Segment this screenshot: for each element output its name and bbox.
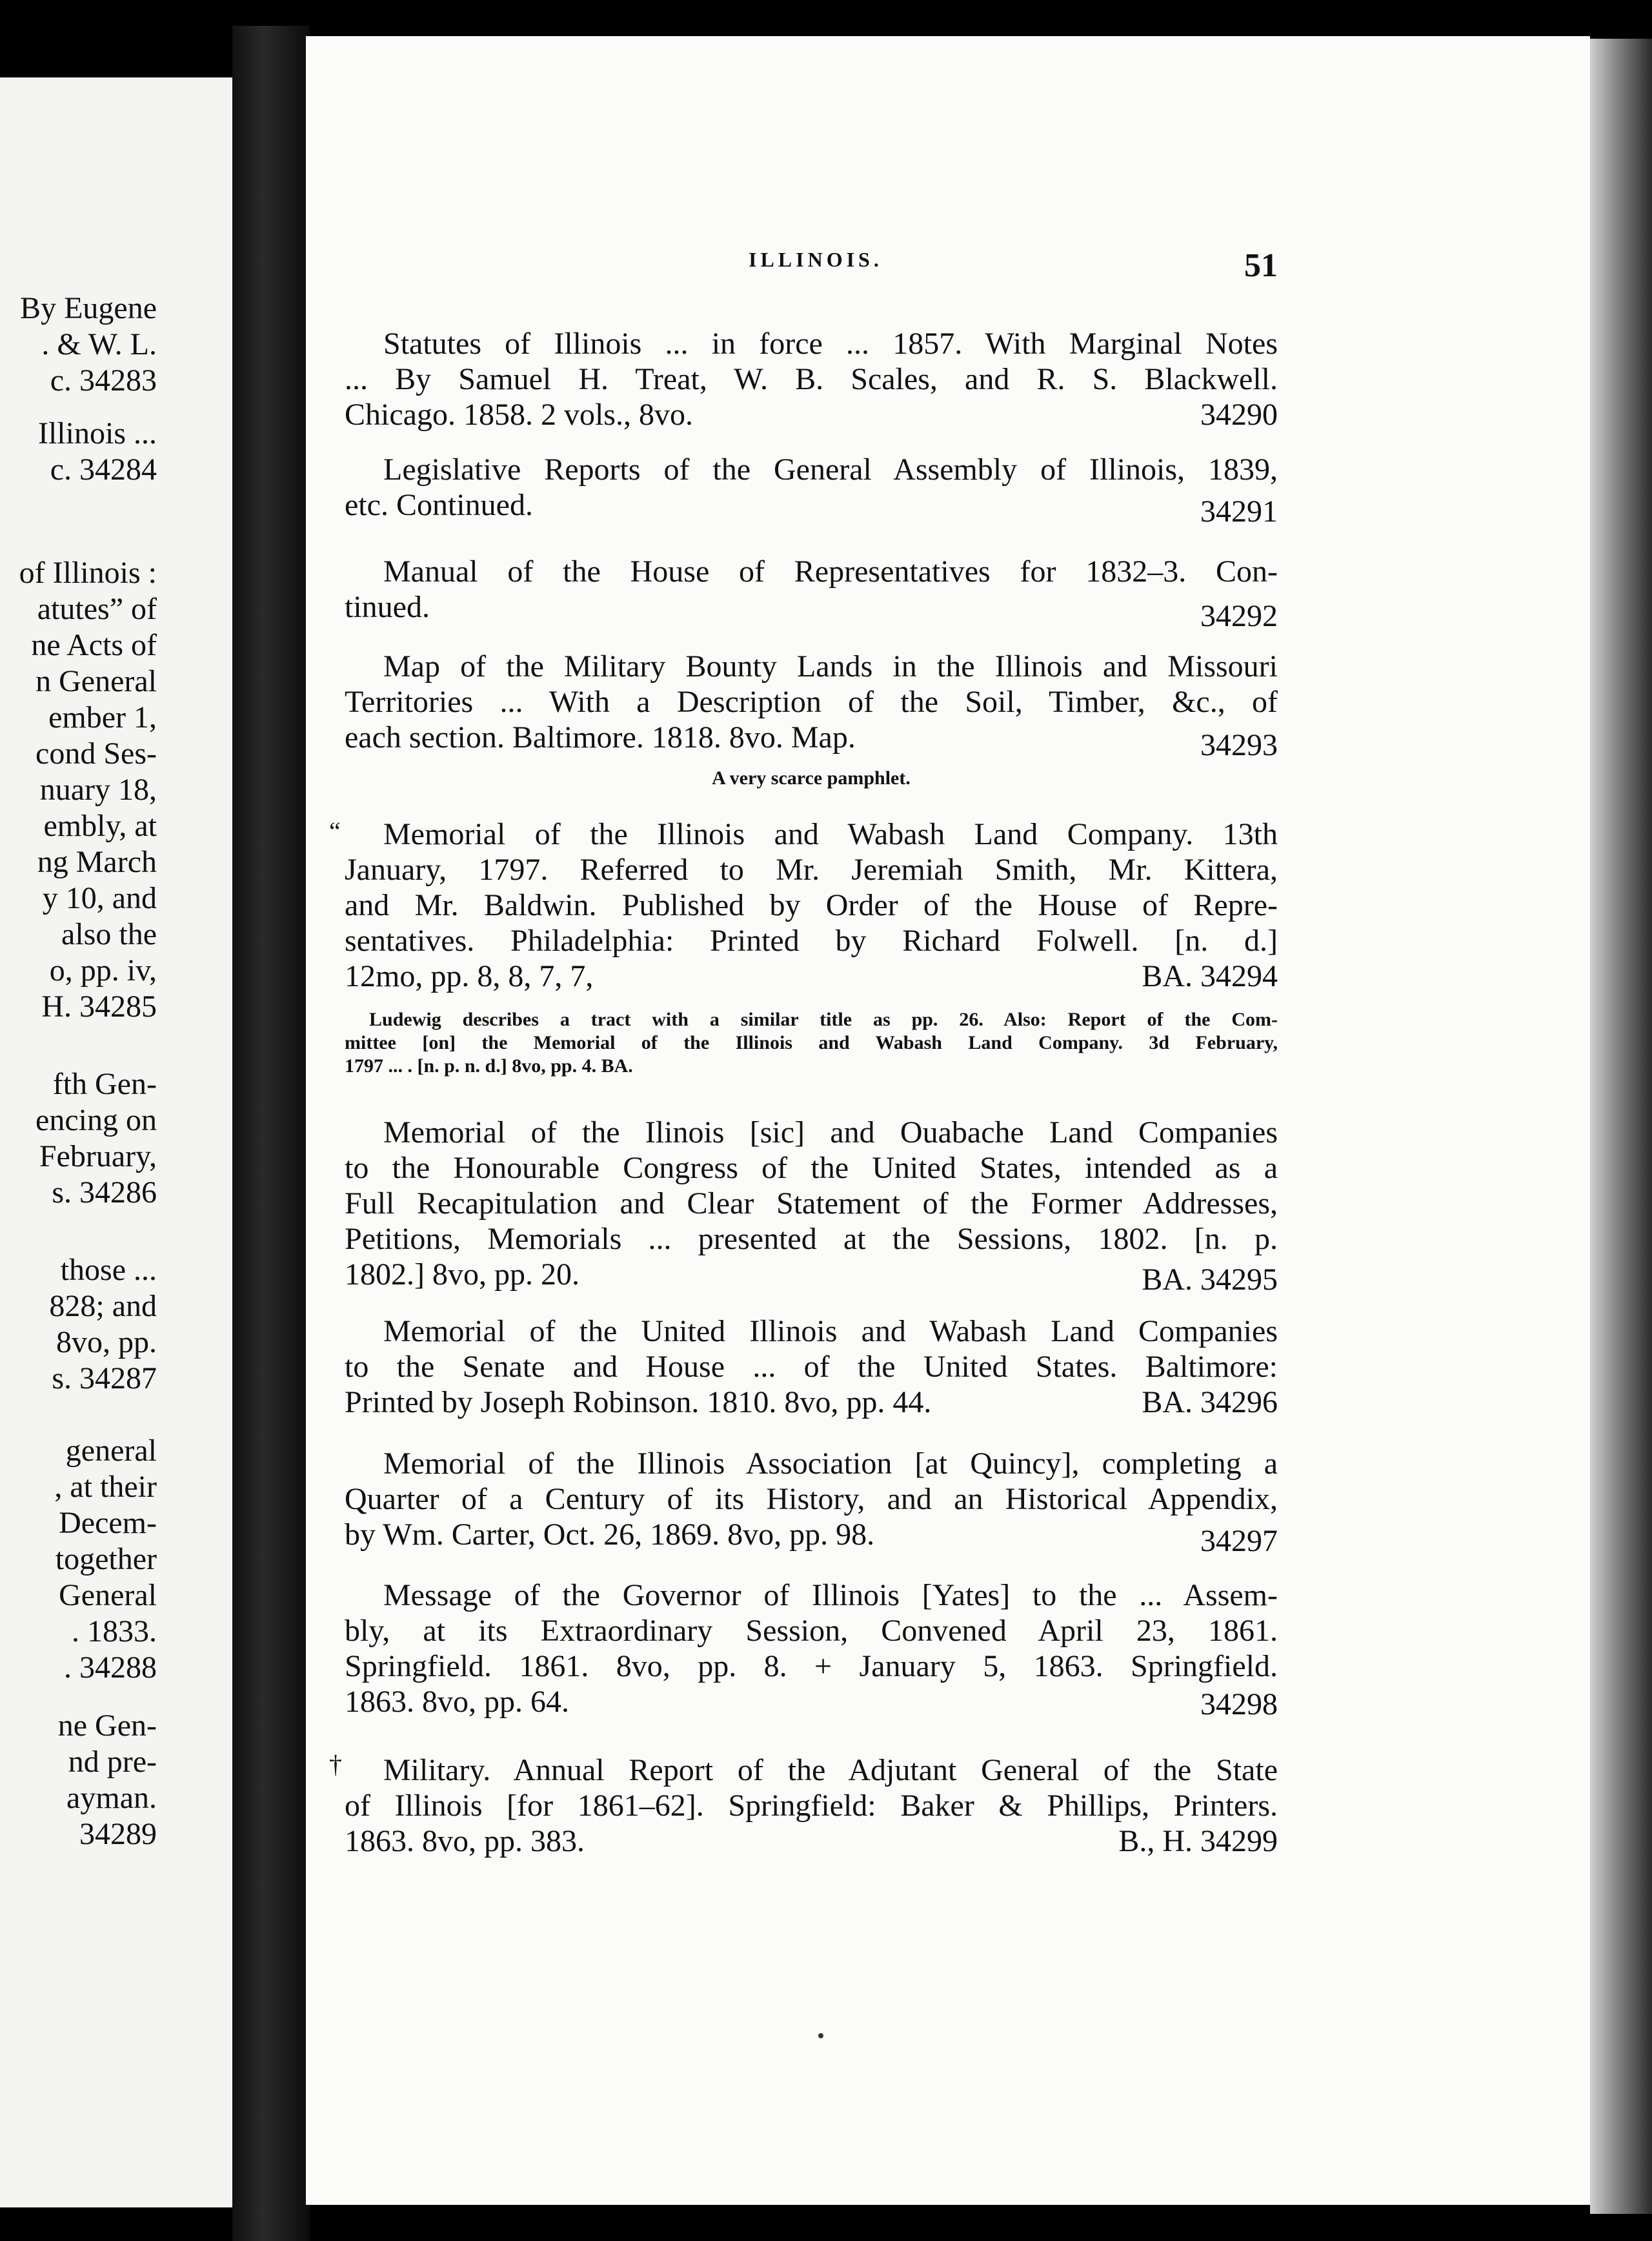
- left-line: 34289: [79, 1817, 157, 1851]
- left-line: of Illinois :: [19, 556, 157, 590]
- left-line: By Eugene: [20, 291, 157, 325]
- entry-line: Memorial of the United Illinois and Wabash Land Companies: [383, 1314, 1278, 1348]
- left-line: n General: [35, 664, 157, 698]
- left-line: cond Ses-: [35, 736, 157, 771]
- entry-line: 1863. 8vo, pp. 64. 34298: [345, 1685, 1278, 1721]
- entry-line: Chicago. 1858. 2 vols., 8vo. 34290: [345, 398, 1278, 432]
- entry-number: BA. 34294: [1142, 959, 1278, 993]
- entry-line: bly, at its Extraordinary Session, Convened April 23, 1861.: [345, 1614, 1278, 1648]
- entry-line: sentatives. Philadelphia: Printed by Richard Folwell. [n. d.]: [345, 924, 1278, 958]
- left-line: ember 1,: [48, 700, 157, 735]
- dagger-mark: “: [329, 816, 341, 846]
- entry-line: by Wm. Carter, Oct. 26, 1869. 8vo, pp. 98. 34297: [345, 1517, 1278, 1558]
- left-line: those ...: [60, 1253, 157, 1287]
- left-line: s. 34287: [52, 1361, 157, 1395]
- left-line: ayman.: [66, 1781, 157, 1815]
- entry-line: Military. Annual Report of the Adjutant General of the State: [383, 1753, 1278, 1787]
- catalog-entry-34298: [345, 1577, 1278, 1719]
- left-line: , at their: [54, 1470, 157, 1504]
- entry-line: of Illinois [for 1861–62]. Springfield: Baker & Phillips, Printers.: [345, 1789, 1278, 1823]
- entry-number: 34293: [1200, 728, 1278, 762]
- running-head: ILLINOIS.: [749, 248, 883, 271]
- catalog-entry-34294: [345, 816, 1278, 994]
- left-line: s. 34286: [52, 1175, 157, 1210]
- left-line: 828; and: [49, 1289, 157, 1323]
- entry-line: Map of the Military Bounty Lands in the Illinois and Missouri: [383, 649, 1278, 684]
- entry-line: Memorial of the Illinois Association [at Quincy], completing a: [383, 1446, 1278, 1481]
- entry-line: Territories ... With a Description of the Soil, Timber, &c., of: [345, 685, 1278, 719]
- entry-line: 12mo, pp. 8, 8, 7, 7, BA. 34294: [345, 959, 1278, 993]
- entry-number: 34297: [1200, 1524, 1278, 1558]
- entry-line: 1802.] 8vo, pp. 20. BA. 34295: [345, 1257, 1278, 1297]
- entry-line: Statutes of Illinois ... in force ... 1857. With Marginal Notes: [383, 327, 1278, 361]
- left-line: ne Acts of: [31, 628, 157, 662]
- page-edge-shadow: [1590, 39, 1652, 2214]
- catalog-entry-34299: [345, 1752, 1278, 1859]
- note-line: 1797 ... . [n. p. n. d.] 8vo, pp. 4. BA.: [345, 1055, 633, 1077]
- entry-number: B., H. 34299: [1118, 1824, 1278, 1858]
- left-line: embly, at: [43, 809, 157, 843]
- entry-line: Manual of the House of Representatives for 1832–3. Con-: [383, 554, 1278, 589]
- entry-line: Printed by Joseph Robinson. 1810. 8vo, pp. 44. BA. 34296: [345, 1385, 1278, 1419]
- catalog-entry-34295: [345, 1115, 1278, 1297]
- entry-line: January, 1797. Referred to Mr. Jeremiah Smith, Mr. Kittera,: [345, 853, 1278, 887]
- left-line: General: [59, 1578, 157, 1612]
- note-line: mittee [on] the Memorial of the Illinois and Wabash Land Company. 3d February,: [345, 1032, 1278, 1053]
- left-line: encing on: [35, 1103, 157, 1137]
- left-facing-page: [0, 77, 237, 2207]
- entry-line: Legislative Reports of the General Assembly of Illinois, 1839,: [383, 452, 1278, 487]
- left-line: 8vo, pp.: [56, 1325, 157, 1359]
- catalog-entry-34290: [345, 326, 1278, 432]
- entry-line: Petitions, Memorials ... presented at the Sessions, 1802. [n. p.: [345, 1222, 1278, 1256]
- entry-line: Message of the Governor of Illinois [Yates] to the ... Assem-: [383, 1578, 1278, 1612]
- entry-line: each section. Baltimore. 1818. 8vo. Map. 34293: [345, 720, 1278, 762]
- entry-number: BA. 34296: [1142, 1385, 1278, 1419]
- left-line: o, pp. iv,: [49, 953, 157, 988]
- entry-number: 34291: [1200, 494, 1278, 529]
- page-number: 51: [1244, 247, 1278, 284]
- entry-line: Quarter of a Century of its History, and an Historical Appendix,: [345, 1482, 1278, 1516]
- left-line: fth Gen-: [52, 1067, 157, 1101]
- entry-note: A very scarce pamphlet.: [712, 767, 911, 789]
- entry-line: to the Honourable Congress of the United States, intended as a: [345, 1151, 1278, 1185]
- entry-number: 34292: [1200, 599, 1278, 633]
- left-line: February,: [39, 1139, 157, 1173]
- left-line: general: [65, 1434, 157, 1468]
- left-line: . 1833.: [72, 1614, 157, 1648]
- left-line: . 34288: [64, 1650, 157, 1685]
- entry-note: [345, 1008, 1278, 1078]
- left-line: Illinois ...: [37, 416, 157, 451]
- catalog-entry-34292: [345, 554, 1278, 633]
- left-line: c. 34284: [50, 452, 157, 487]
- catalog-entry-34297: [345, 1446, 1278, 1558]
- book-gutter: [232, 26, 310, 2241]
- entry-line: etc. Continued. 34291: [345, 488, 1278, 529]
- entry-line: Full Recapitulation and Clear Statement of the Former Addresses,: [345, 1186, 1278, 1221]
- entry-line: 1863. 8vo, pp. 383. B., H. 34299: [345, 1824, 1278, 1858]
- page-speck: [818, 2033, 823, 2038]
- left-line: atutes” of: [37, 592, 157, 626]
- entry-number: BA. 34295: [1142, 1262, 1278, 1297]
- entry-line: and Mr. Baldwin. Published by Order of the House of Repre-: [345, 888, 1278, 922]
- left-line: nd pre-: [68, 1745, 157, 1779]
- left-line: c. 34283: [50, 363, 157, 398]
- left-line: Decem-: [59, 1506, 157, 1540]
- left-line: H. 34285: [41, 989, 157, 1024]
- catalog-entry-34296: [345, 1313, 1278, 1420]
- entry-line: tinued. 34292: [345, 590, 1278, 633]
- left-line: also the: [61, 917, 157, 951]
- entry-number: 34290: [1200, 398, 1278, 432]
- note-line: Ludewig describes a tract with a similar title as pp. 26. Also: Report of the Com-: [369, 1009, 1278, 1030]
- left-line: y 10, and: [42, 881, 157, 915]
- entry-line: to the Senate and House ... of the United States. Baltimore:: [345, 1350, 1278, 1384]
- left-line: together: [55, 1542, 157, 1576]
- left-line: nuary 18,: [39, 773, 157, 807]
- entry-number: 34298: [1200, 1687, 1278, 1721]
- entry-line: Memorial of the Ilinois [sic] and Ouabache Land Companies: [383, 1115, 1278, 1150]
- hand-mark: †: [329, 1750, 342, 1779]
- catalog-entry-34293: [345, 649, 1278, 762]
- entry-line: Memorial of the Illinois and Wabash Land Company. 13th: [383, 817, 1278, 851]
- left-line: ng March: [37, 845, 157, 879]
- catalog-entry-34291: [345, 452, 1278, 529]
- left-line: . & W. L.: [41, 327, 157, 361]
- left-line: ne Gen-: [57, 1709, 157, 1743]
- entry-line: ... By Samuel H. Treat, W. B. Scales, and R. S. Blackwell.: [345, 362, 1278, 396]
- entry-line: Springfield. 1861. 8vo, pp. 8. + January 5, 1863. Springfield.: [345, 1649, 1278, 1683]
